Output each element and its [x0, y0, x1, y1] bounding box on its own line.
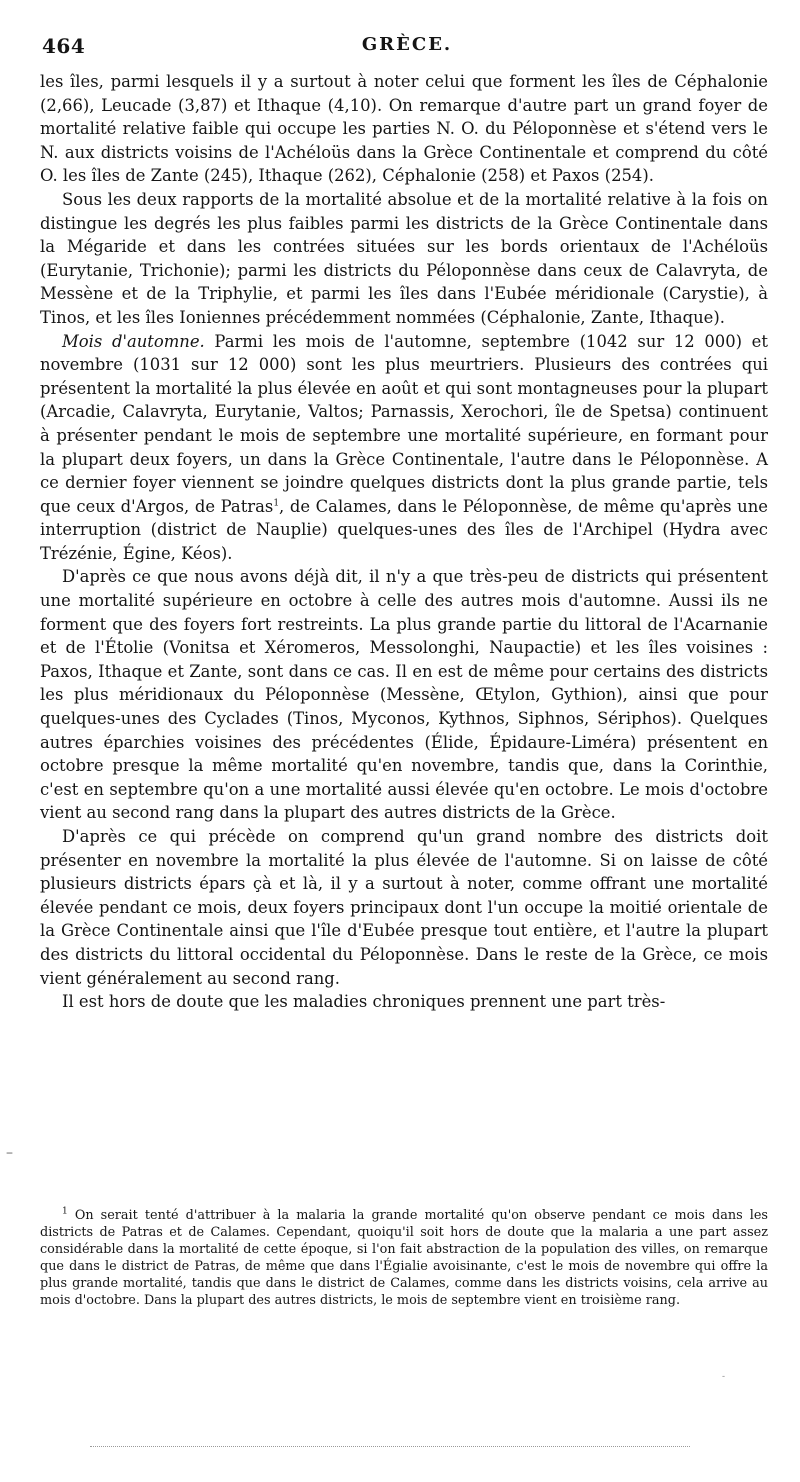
footnote-reference[interactable]: 1: [273, 498, 280, 509]
paragraph-text: Parmi les mois de l'automne, septembre (1042 sur 12 000) et novembre (1031 sur 12 000) sont les plus meurtriers. Plusieurs des contrées qui présentent la mortalité la plus élevée en août et qui sont montagneuses pour la plupart (Arcadie, Calavryta, Eurytanie, Valtos; Parnassis, Xerochori, île de Spetsa) continuent à présenter pendant le mois de septembre une mortalité supérieure, en formant pour la plupart deux foyers, un dans la Grèce Continentale, l'autre dans le Péloponnèse. A ce dernier foyer viennent se joindre quelques districts dont la plus grande partie, tels que ceux d'Argos, de Patras: [40, 331, 768, 516]
margin-mark: –: [6, 1145, 13, 1161]
footnote-text: On serait tenté d'attribuer à la malaria la grande mortalité qu'on observe pendant ce mois dans les districts de Patras et de Calames. Cependant, quoiqu'il soit hors de doute que la malaria a une part assez considérable dans la mortalité de cette époque, si l'on fait abstraction de la population des villes, on remarque que dans le district de Patras, de même que dans l'Égialie avoisinante, c'est le mois de novembre qui offre la plus grande mortalité, tandis que dans le district de Calames, comme dans les districts voisins, cela arrive au mois d'octobre. Dans la plupart des autres districts, le mois de septembre vient en troisième rang.: [40, 1208, 768, 1308]
body-text: [40, 70, 768, 1014]
paragraph: Sous les deux rapports de la mortalité absolue et de la mortalité relative à la fois on distingue les degrés les plus faibles parmi les districts de la Grèce Continentale dans la Mégaride et dans les contrées situées sur les bords orientaux de l'Achéloüs (Eurytanie, Trichonie); parmi les districts du Péloponnèse dans ceux de Calavryta, de Messène et de la Triphylie, et parmi les îles dans l'Eubée méridionale (Carystie), à Tinos, et les îles Ioniennes précédemment nommées (Céphalonie, Zante, Ithaque).: [40, 189, 768, 327]
scan-mark: -: [722, 1372, 726, 1382]
paragraph: Il est hors de doute que les maladies chroniques prennent une part très-: [62, 992, 666, 1012]
section-heading: Mois d'automne.: [62, 331, 205, 351]
page-number: 464: [42, 34, 86, 58]
running-title: GRÈCE.: [361, 34, 453, 55]
bottom-dotted-rule: [90, 1446, 690, 1447]
paragraph-text: , de Calames, dans le Péloponnèse, de même qu'après une interruption (district de Nauplie) quelques-unes des îles de l'Archipel (Hydra avec Trézénie, Égine, Kéos).: [40, 496, 768, 563]
paragraph: D'après ce que nous avons déjà dit, il n'y a que très-peu de districts qui présentent une mortalité supérieure en octobre à celle des autres mois d'automne. Aussi ils ne forment que des foyers fort restreints. La plus grande partie du littoral de l'Acarnanie et de l'Étolie (Vonitsa et Xéromeros, Messolonghi, Naupactie) et les îles voisines : Paxos, Ithaque et Zante, sont dans ce cas. Il en est de même pour certains des districts les plus méridionaux du Péloponnèse (Messène, Œtylon, Gythion), ainsi que pour quelques-unes des Cyclades (Tinos, Myconos, Kythnos, Siphnos, Sériphos). Quelques autres éparchies voisines des précédentes (Élide, Épidaure-Liméra) présentent en octobre presque la même mortalité qu'en novembre, tandis que, dans la Corinthie, c'est en septembre qu'on a une mortalité aussi élevée qu'en octobre. Le mois d'octobre vient au second rang dans la plupart des autres districts de la Grèce.: [40, 567, 768, 823]
paragraph: D'après ce qui précède on comprend qu'un grand nombre des districts doit présenter en novembre la mortalité la plus élevée de l'automne. Si on laisse de côté plusieurs districts épars çà et là, il y a surtout à noter, comme offrant une mortalité élevée pendant ce mois, deux foyers principaux dont l'un occupe la moitié orientale de la Grèce Continentale ainsi que l'île d'Eubée presque tout entière, et l'autre la plupart des districts du littoral occidental du Péloponnèse. Dans le reste de la Grèce, ce mois vient généralement au second rang.: [40, 827, 768, 988]
footnote: [40, 1208, 768, 1309]
paragraph-autumn: [40, 330, 768, 566]
paragraph: les îles, parmi lesquels il y a surtout à noter celui que forment les îles de Céphalonie (2,66), Leucade (3,87) et Ithaque (4,10). On remarque d'autre part un grand foyer de mortalité relative faible qui occupe les parties N. O. du Péloponnèse et s'étend vers le N. aux districts voisins de l'Achéloüs dans la Grèce Continentale et comprend du côté O. les îles de Zante (245), Ithaque (262), Céphalonie (258) et Paxos (254).: [40, 72, 768, 186]
page-header: [42, 34, 772, 60]
footnote-mark: 1: [62, 1206, 68, 1217]
footnotes: [40, 1208, 768, 1309]
